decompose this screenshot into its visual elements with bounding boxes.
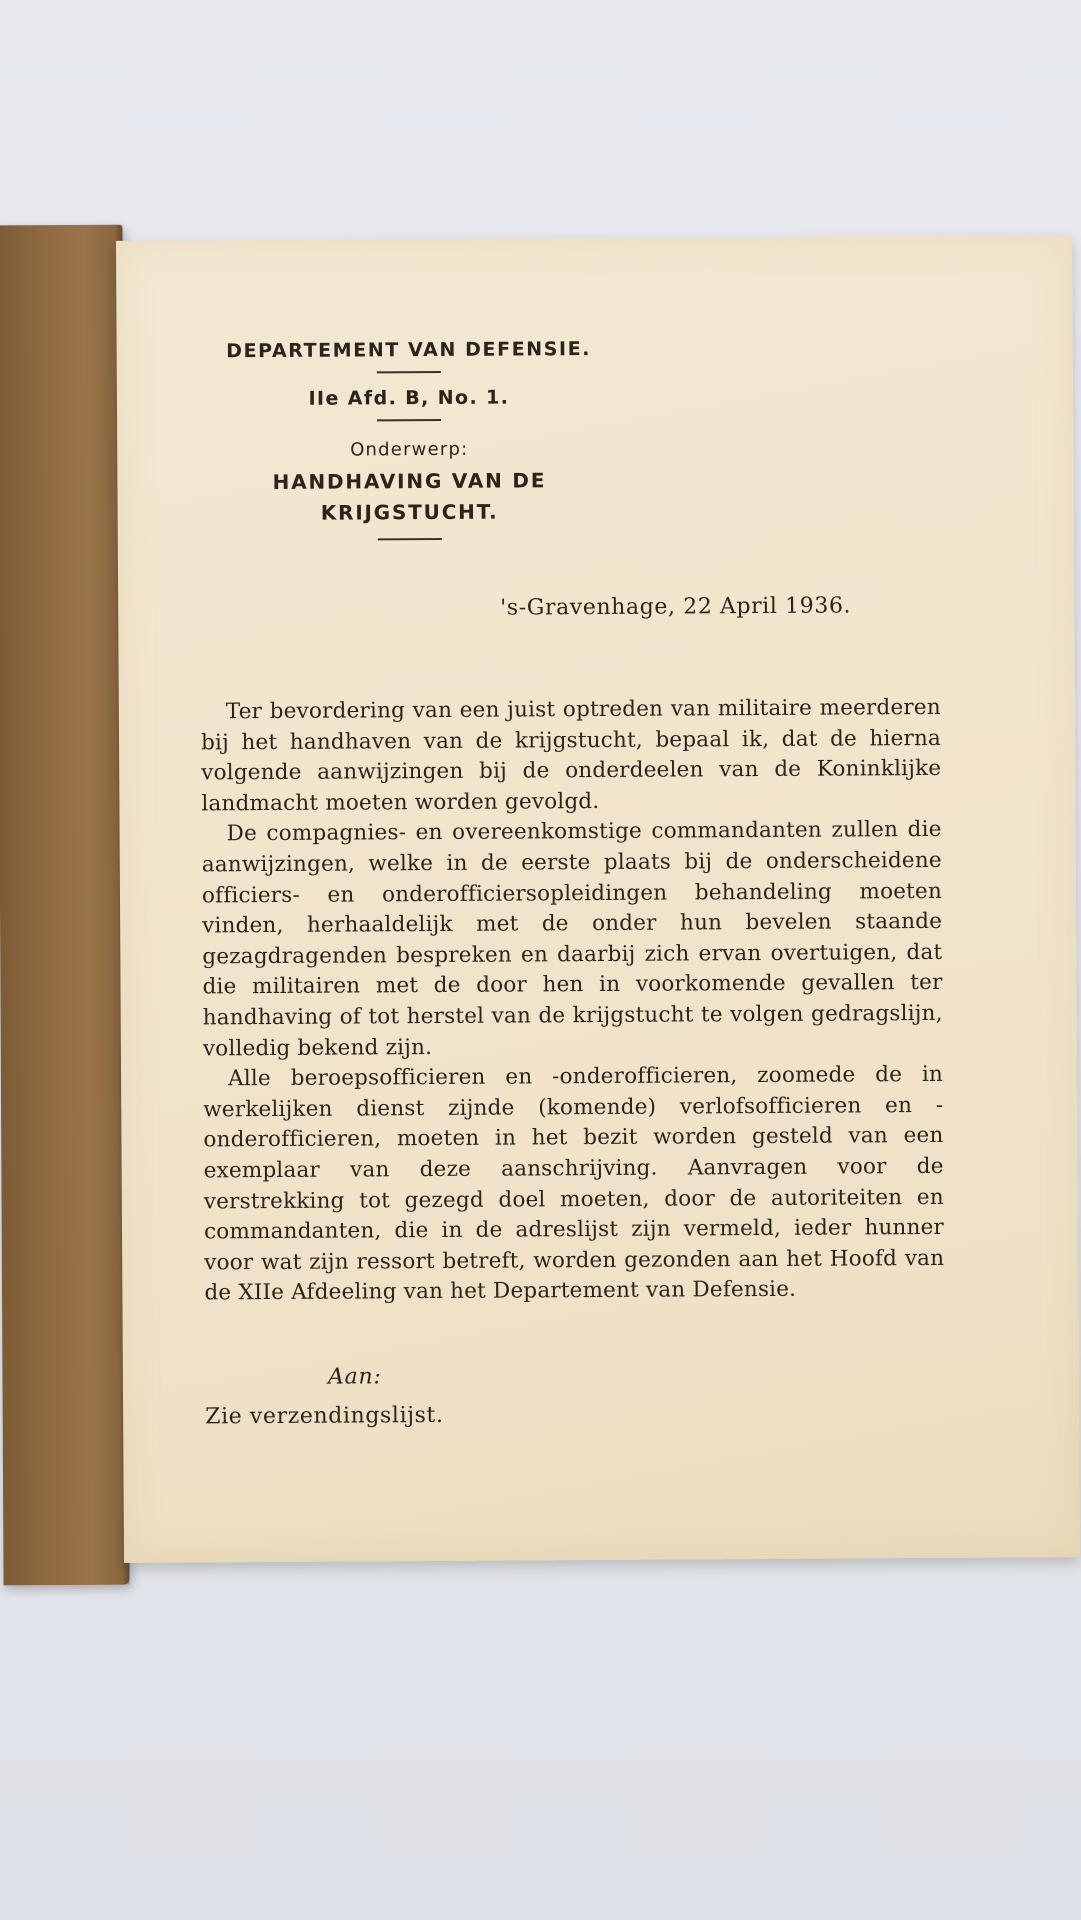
- document-page: [116, 235, 1080, 1563]
- page-content: [116, 235, 1080, 1563]
- recipient-label: Aan:: [327, 1364, 382, 1390]
- subject-line-2: KRIJGSTUCHT.: [320, 499, 499, 525]
- letterhead: [199, 338, 620, 542]
- letter-body: [201, 693, 945, 1309]
- subject-label: Onderwerp:: [350, 438, 469, 461]
- divider: [377, 419, 441, 421]
- division-reference: IIe Afd. B, No. 1.: [308, 386, 510, 410]
- recipient-value: Zie verzendingslijst.: [205, 1402, 444, 1430]
- divider: [378, 538, 442, 540]
- booklet-cover: [0, 225, 130, 1586]
- department-name: DEPARTEMENT VAN DEFENSIE.: [226, 338, 592, 363]
- subject-line-1: HANDHAVING VAN DE: [272, 468, 547, 494]
- paragraph-1: Ter bevordering van een juist optreden van militaire meerderen bij het handhaven van de krijgstucht, bepaal ik, dat de hierna volgende aanwijzingen bij de onderdeelen van de Koninklijke landmacht moeten worden gevolgd.: [200, 694, 942, 817]
- place-and-date: 's-Gravenhage, 22 April 1936.: [500, 593, 852, 621]
- divider: [377, 371, 441, 373]
- subject-title: [199, 465, 619, 530]
- paragraph-2: De compagnies- en overeenkomstige commandanten zullen die aanwijzingen, welke in de eerste plaats bij de onderscheidene officiers- en onderofficiersopleidingen behandeling moeten vinden, herhaaldelijk met de onder hun bevelen staande gezagdragenden bespreken en daarbij zich ervan overtuigen, dat die militairen met de door hen in voorkomende gevallen ter handhaving of tot herstel van de krijgstucht te volgen gedragslijn, volledig bekend zijn.: [201, 817, 943, 1061]
- paragraph-3: Alle beroepsofficieren en -onderofficieren, zoomede de in werkelijken dienst zijnde (komende) verlofsofficieren en -onderofficieren, moeten in het bezit worden gesteld van een exemplaar van deze aanschrijving. Aanvragen voor de verstrekking tot gezegd doel moeten, door de autoriteiten en commandanten, die in de adreslijst zijn vermeld, ieder hunner voor wat zijn ressort betreft, worden gezonden aan het Hoofd van de XIIe Afdeeling van het Departement van Defensie.: [203, 1062, 945, 1306]
